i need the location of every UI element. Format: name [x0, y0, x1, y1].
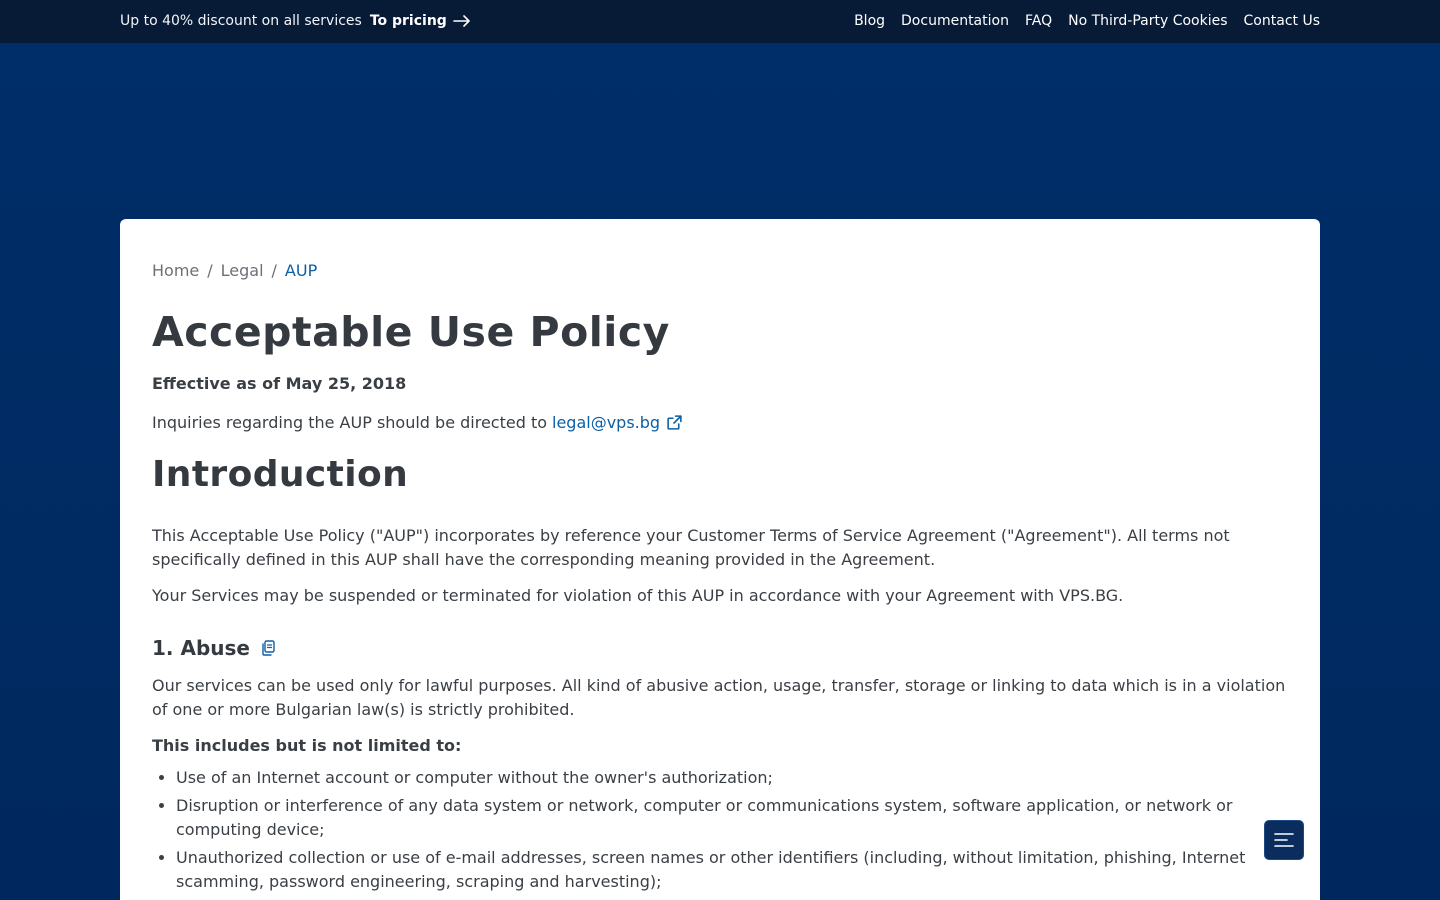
abuse-list — [152, 766, 1288, 894]
list-item: • Disruption or interference of any data system or network, computer or communications system, software application, or network or computing device; — [176, 794, 1288, 842]
breadcrumb-separator: / — [207, 260, 213, 280]
page-title: Acceptable Use Policy — [152, 308, 670, 356]
effective-date: Effective as of May 25, 2018 — [152, 374, 407, 394]
introduction-heading: Introduction — [152, 454, 409, 496]
abuse-paragraph: Our services can be used only for lawful purposes. All kind of abusive action, usage, transfer, storage or linking to data which is in a violation of one or more Bulgarian law(s) is strictly prohibited. — [152, 676, 1286, 720]
content-card — [120, 219, 1320, 900]
promo-banner — [120, 13, 471, 29]
abuse-heading — [152, 634, 1288, 662]
includes-label: This includes but is not limited to: — [152, 736, 462, 756]
intro-paragraph-2: Your Services may be suspended or terminated for violation of this AUP in accordance with your Agreement with VPS.BG. — [152, 586, 1124, 606]
nav-contact-us[interactable]: Contact Us — [1243, 13, 1320, 29]
breadcrumb — [152, 259, 1288, 281]
list-item: • Unauthorized collection or use of e-mail addresses, screen names or other identifiers (including, without limitation, phishing, Internet scamming, password engineering, scraping and harvesting); — [176, 846, 1288, 894]
copy-icon[interactable] — [259, 639, 277, 657]
table-of-contents-button[interactable] — [1264, 820, 1304, 860]
arrow-right-icon — [453, 15, 471, 27]
legal-email: legal@vps.bg — [552, 413, 661, 433]
abuse-heading-text: 1. Abuse — [152, 636, 250, 661]
external-link-icon — [666, 414, 683, 431]
legal-email-link[interactable] — [552, 413, 683, 432]
nav-faq[interactable]: FAQ — [1024, 13, 1053, 29]
list-item: • Use of an Internet account or computer without the owner's authorization; — [176, 766, 1288, 790]
breadcrumb-aup[interactable]: AUP — [284, 260, 318, 280]
top-nav — [854, 13, 1320, 29]
nav-blog[interactable]: Blog — [854, 13, 886, 29]
intro-paragraph-1: This Acceptable Use Policy ("AUP") incorporates by reference your Customer Terms of Service Agreement ("Agreement"). All terms not specifically defined in this AUP shall have the corresponding meaning provided in the Agreement. — [152, 526, 1230, 570]
top-bar — [0, 0, 1440, 44]
inquiry-line — [152, 413, 1288, 432]
promo-text: Up to 40% discount on all services — [120, 13, 362, 29]
nav-no-third-party-cookies[interactable]: No Third-Party Cookies — [1068, 13, 1228, 29]
pricing-link-label: To pricing — [369, 13, 447, 29]
pricing-link[interactable] — [370, 13, 471, 29]
breadcrumb-legal[interactable]: Legal — [220, 260, 264, 280]
nav-documentation[interactable]: Documentation — [901, 13, 1009, 29]
inquiry-text: Inquiries regarding the AUP should be directed to — [152, 413, 548, 433]
menu-lines-icon — [1273, 831, 1295, 849]
breadcrumb-home[interactable]: Home — [152, 260, 200, 280]
breadcrumb-separator: / — [271, 260, 277, 280]
